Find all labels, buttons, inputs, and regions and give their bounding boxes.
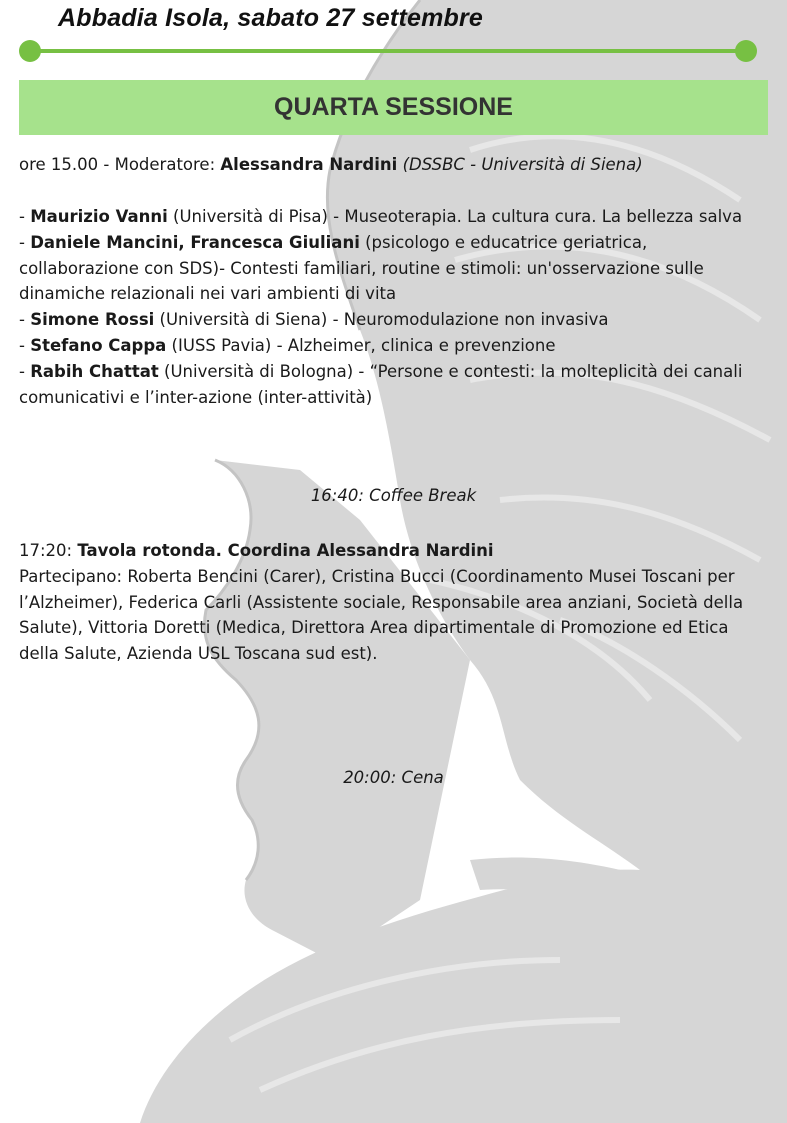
round-table <box>19 538 759 667</box>
speaker-name: Stefano Cappa <box>30 335 167 355</box>
list-item: - Simone Rossi (Università di Siena) - Neuromodulazione non invasiva <box>19 310 609 330</box>
header-date-location: Abbadia Isola, sabato 27 settembre <box>58 4 484 32</box>
round-table-time: 17:20: <box>19 541 78 560</box>
moderator-prefix: ore 15.00 - Moderatore: <box>19 155 221 174</box>
speaker-name: Maurizio Vanni <box>30 207 168 226</box>
session-title: QUARTA SESSIONE <box>274 93 513 121</box>
coffee-break: 16:40: Coffee Break <box>310 486 477 505</box>
divider-dot-left <box>19 40 41 62</box>
talk-details: (Università di Pisa) - Museoterapia. La cultura cura. La bellezza salva <box>167 207 743 226</box>
speaker-name: Rabih Chattat <box>30 361 159 381</box>
moderator-affiliation: (DSSBC - Università di Siena) <box>402 155 643 174</box>
moderator-line <box>19 152 759 178</box>
round-table-title: Tavola rotonda. Coordina Alessandra Nardini <box>77 541 494 560</box>
session-banner <box>19 80 768 135</box>
talks-list <box>19 204 759 410</box>
dinner: 20:00: Cena <box>343 768 444 787</box>
speaker-name: Simone Rossi <box>30 310 155 330</box>
moderator-name: Alessandra Nardini <box>220 155 398 174</box>
list-item: - Rabih Chattat (Università di Bologna) - “Persone e contesti: la molteplicità dei canali comunicativi e l’inter-azione (inter-attività) <box>19 361 743 407</box>
divider-line <box>28 49 746 53</box>
list-item: - Stefano Cappa (IUSS Pavia) - Alzheimer, clinica e prevenzione <box>19 335 556 355</box>
round-table-participants: Partecipano: Roberta Bencini (Carer), Cristina Bucci (Coordinamento Musei Toscani per l’Alzheimer), Federica Carli (Assistente sociale, Responsabile area anziani, Società della Salute), Vittoria Doretti (Medica, Direttora Area dipartimentale di Promozione ed Etica della Salute, Azienda USL Toscana sud est). <box>19 566 744 664</box>
talk-details: (Università di Bologna) - “Persone e contesti: la molteplicità dei canali comunicativi e l’inter-azione (inter-attività) <box>19 361 743 407</box>
divider-dot-right <box>735 40 757 62</box>
list-item: - Maurizio Vanni (Università di Pisa) - Museoterapia. La cultura cura. La bellezza salva <box>19 207 743 226</box>
round-table-heading <box>19 538 759 564</box>
talk-details: (IUSS Pavia) - Alzheimer, clinica e prevenzione <box>166 335 556 355</box>
list-item: - Daniele Mancini, Francesca Giuliani (psicologo e educatrice geriatrica, collaborazione con SDS)- Contesti familiari, routine e stimoli: un'osservazione sulle dinamiche relazionali nei vari ambienti di vita <box>19 232 704 304</box>
talk-details: (Università di Siena) - Neuromodulazione non invasiva <box>154 310 609 330</box>
talk-details: (psicologo e educatrice geriatrica, collaborazione con SDS)- Contesti familiari, routine e stimoli: un'osservazione sulle dinamiche relazionali nei vari ambienti di vita <box>19 232 704 304</box>
speaker-name: Daniele Mancini, Francesca Giuliani <box>30 232 360 252</box>
